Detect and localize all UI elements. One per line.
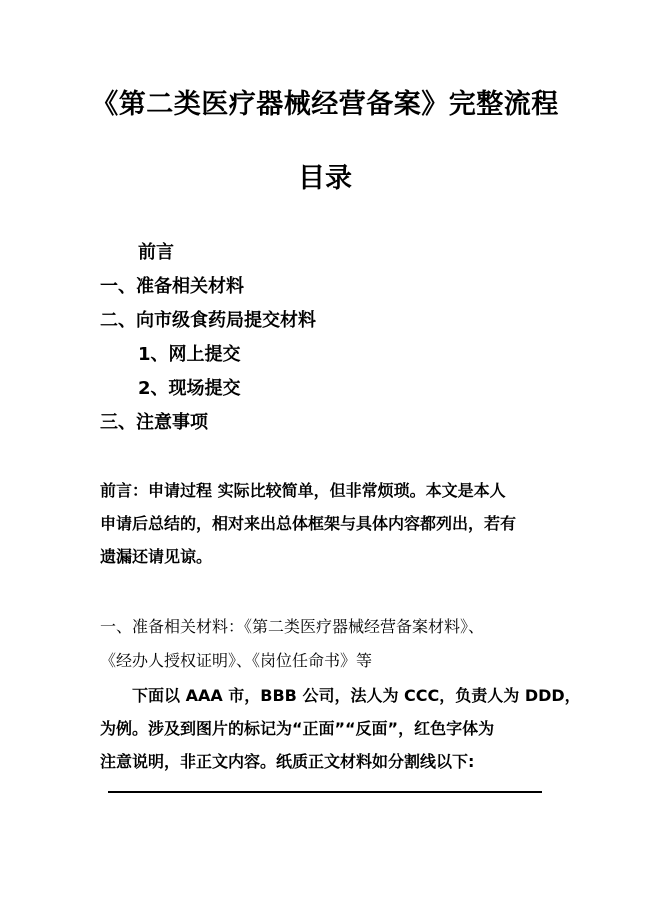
toc-item-section-2-1: 1、网上提交 (138, 344, 241, 365)
toc-item-section-1: 一、准备相关材料 (100, 276, 244, 297)
document-title: 《第二类医疗器械经营备案》完整流程 (91, 89, 559, 120)
section1-line-2: 《经办人授权证明》、《岗位任命书》等 (100, 651, 373, 670)
body-line-3: 注意说明，非正文内容。纸质正文材料如分割线以下: (100, 752, 475, 771)
toc-item-section-2-2: 2、现场提交 (138, 378, 241, 399)
body-line-1: 下面以 AAA 市，BBB 公司，法人为 CCC，负责人为 DDD， (132, 686, 581, 705)
preface-line-1: 前言：申请过程 实际比较简单，但非常烦琐。本文是本人 (100, 481, 506, 500)
toc-item-section-2: 二、向市级食药局提交材料 (100, 310, 316, 331)
preface-line-2: 申请后总结的，相对来出总体框架与具体内容都列出，若有 (100, 514, 517, 533)
preface-line-3: 遗漏还请见谅。 (100, 547, 213, 566)
body-line-2: 为例。涉及到图片的标记为“正面”“反面”，红色字体为 (100, 719, 495, 738)
toc-heading: 目录 (298, 163, 352, 194)
toc-item-section-3: 三、注意事项 (100, 412, 208, 433)
section-divider (108, 791, 542, 793)
toc-item-preface: 前言 (138, 242, 174, 263)
section1-line-1: 一、准备相关材料：《第二类医疗器械经营备案材料》、 (100, 617, 485, 636)
